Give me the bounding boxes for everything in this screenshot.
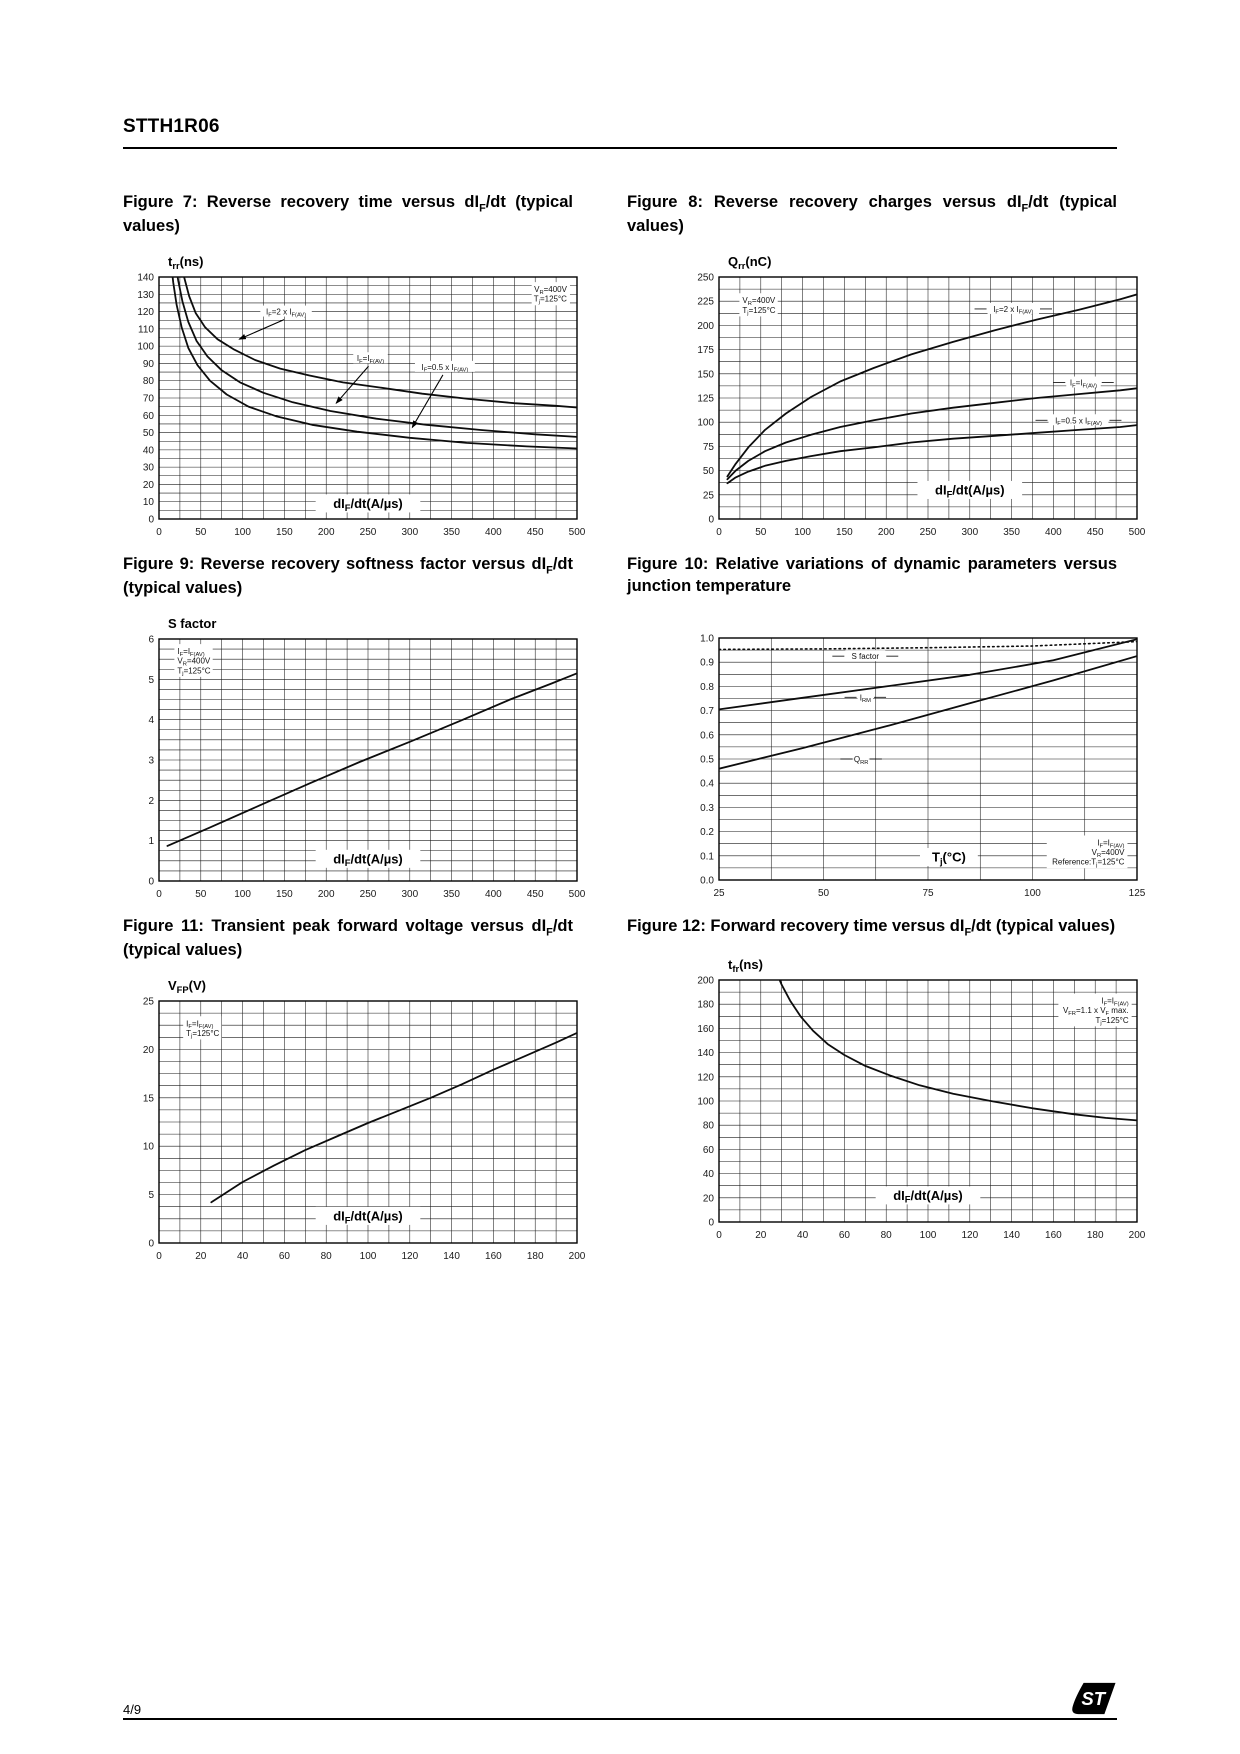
svg-text:S factor: S factor <box>851 651 880 661</box>
figure-11-title: Figure 11: Transient peak forward voltage versus $dI_F/dt$ (typical values) <box>123 917 573 959</box>
svg-text:25: 25 <box>713 887 725 899</box>
svg-text:Tj(°C): $T_j(^\circ C)$ <box>931 849 966 866</box>
svg-text:500: 500 <box>1128 527 1146 539</box>
svg-text:130: 130 <box>137 290 154 302</box>
svg-text:dIF/dt(A/µs): $dI_F/dt(A/\mu s)$ <box>935 482 1005 500</box>
svg-text:60: 60 <box>702 1144 714 1156</box>
svg-text:60: 60 <box>278 1251 290 1263</box>
svg-text:160: 160 <box>485 1251 502 1263</box>
svg-text:50: 50 <box>195 889 207 901</box>
svg-text:S factor: S factor <box>168 616 217 632</box>
figure-9 <box>123 554 586 916</box>
figure-8 <box>627 192 1146 554</box>
svg-text:5: 5 <box>148 1190 154 1202</box>
svg-text:20: 20 <box>142 1045 154 1057</box>
svg-text:Tj=125°C: $T_j=125^\circ C$ <box>177 666 211 678</box>
svg-text:350: 350 <box>1003 527 1020 539</box>
svg-text:trr(ns): $t_{rr}(ns)$ <box>168 254 204 272</box>
svg-text:500: 500 <box>568 889 586 901</box>
svg-text:0.7: 0.7 <box>700 705 714 717</box>
svg-text:70: 70 <box>142 393 154 405</box>
svg-text:100: 100 <box>697 418 714 430</box>
svg-text:400: 400 <box>485 527 502 539</box>
svg-text:150: 150 <box>276 527 293 539</box>
svg-text:50: 50 <box>195 527 207 539</box>
figure-10-title: Figure 10: Relative variations of dynamic parameters versus junction temperature <box>627 555 1117 595</box>
svg-text:0: 0 <box>148 514 154 526</box>
svg-text:0.9: 0.9 <box>700 657 714 669</box>
svg-text:10: 10 <box>142 1142 154 1154</box>
svg-text:350: 350 <box>443 527 460 539</box>
svg-text:100: 100 <box>137 342 154 354</box>
figures-grid <box>123 192 1146 1278</box>
figure-11 <box>123 916 586 1278</box>
svg-text:200: 200 <box>568 1251 586 1263</box>
svg-text:110: 110 <box>138 324 154 336</box>
svg-text:200: 200 <box>697 321 714 333</box>
svg-text:IF=IF(AV): $I_F=I_{F(AV)}$ <box>186 1019 214 1031</box>
st-logo-text: ST <box>1081 1688 1106 1710</box>
svg-text:VR=400V: $V_R=400V$ <box>177 657 211 668</box>
svg-text:100: 100 <box>1024 887 1041 899</box>
svg-text:150: 150 <box>697 369 714 381</box>
svg-text:50: 50 <box>817 887 830 899</box>
svg-text:Tj=125°C: $T_j=125^\circ C$ <box>533 295 567 306</box>
svg-text:IF=IF(AV): $I_F=I_{F(AV)}$ <box>1101 996 1129 1008</box>
figure-12-chart <box>683 954 1146 1251</box>
svg-text:200: 200 <box>317 889 335 901</box>
svg-text:VFR=1.1 x VF max.: $V_{FR}=1.1$ x $V_F$ max. <box>1062 1005 1129 1017</box>
svg-text:40: 40 <box>142 445 154 457</box>
svg-text:450: 450 <box>1086 527 1104 539</box>
svg-text:50: 50 <box>702 466 714 478</box>
figure-12-title: Figure 12: Forward recovery time versus $dI_F/dt$ (typical values) <box>627 917 1116 939</box>
svg-text:IRM: $I_{RM}$ <box>859 692 871 704</box>
svg-text:100: 100 <box>234 527 251 539</box>
svg-text:300: 300 <box>961 527 979 539</box>
page-header <box>123 116 1117 149</box>
figure-10 <box>627 554 1146 916</box>
svg-text:Tj=125°C: $T_j=125^\circ C$ <box>186 1029 220 1041</box>
svg-text:140: 140 <box>1003 1229 1020 1241</box>
svg-text:40: 40 <box>702 1168 714 1180</box>
svg-text:6: 6 <box>148 634 154 646</box>
st-logo <box>1071 1681 1117 1716</box>
figure-7-title: Figure 7: Reverse recovery time versus $dI_F/dt$ (typical values) <box>123 193 573 235</box>
svg-text:75: 75 <box>702 442 714 454</box>
figure-10-chart <box>683 612 1146 909</box>
svg-text:200: 200 <box>1128 1229 1146 1241</box>
svg-text:VFP(V): $V_{FP}(V)$ <box>168 978 206 996</box>
svg-text:0: 0 <box>156 527 162 539</box>
svg-text:140: 140 <box>137 272 154 284</box>
svg-text:20: 20 <box>702 1192 714 1204</box>
svg-text:dIF/dt(A/µs): $dI_F/dt(A/\mu s)$ <box>333 496 403 514</box>
svg-text:140: 140 <box>697 1047 714 1059</box>
svg-text:0.6: 0.6 <box>700 729 714 741</box>
svg-text:VR=400V: $V_R=400V$ <box>742 296 776 308</box>
svg-text:150: 150 <box>836 527 853 539</box>
svg-text:25: 25 <box>702 490 714 502</box>
svg-text:Tj=125°C: $T_j=125^\circ C$ <box>742 306 776 318</box>
svg-text:250: 250 <box>919 527 937 539</box>
svg-text:50: 50 <box>142 428 154 440</box>
svg-text:4: 4 <box>148 715 154 727</box>
svg-text:500: 500 <box>568 527 586 539</box>
svg-text:IF=IF(AV): $I_F=I_{F(AV)}$ <box>177 647 205 659</box>
svg-text:120: 120 <box>137 307 154 319</box>
svg-text:Tj=125°C: $T_j=125^\circ C$ <box>1095 1015 1129 1027</box>
svg-text:dIF/dt(A/µs): $dI_F/dt(A/\mu s)$ <box>893 1187 963 1205</box>
svg-text:120: 120 <box>961 1229 979 1241</box>
svg-text:0: 0 <box>708 1217 714 1229</box>
svg-text:IF=0.5 x IF(AV): $I_F=0.5$ x $I_{F(AV)}$ <box>421 363 469 375</box>
svg-text:400: 400 <box>1045 527 1062 539</box>
svg-text:0: 0 <box>716 1229 722 1241</box>
page-number: 4/9 <box>123 1702 142 1717</box>
svg-text:180: 180 <box>526 1251 544 1263</box>
figure-7 <box>123 192 586 554</box>
svg-text:75: 75 <box>922 887 934 899</box>
svg-text:300: 300 <box>401 527 419 539</box>
svg-text:dIF/dt(A/µs): $dI_F/dt(A/\mu s)$ <box>333 851 403 869</box>
svg-text:450: 450 <box>526 889 544 901</box>
svg-text:100: 100 <box>234 889 251 901</box>
figure-8-chart <box>683 251 1146 548</box>
svg-text:10: 10 <box>142 497 154 509</box>
svg-text:IF=IF(AV): $I_F=I_{F(AV)}$ <box>1097 838 1125 849</box>
svg-text:20: 20 <box>195 1251 207 1263</box>
svg-text:125: 125 <box>697 393 714 405</box>
svg-text:140: 140 <box>443 1251 460 1263</box>
svg-text:IF=IF(AV): $I_F=I_{F(AV)}$ <box>1069 378 1098 390</box>
svg-text:IF=2 x IF(AV): $I_F=2$ x $I_{F(AV)}$ <box>993 305 1034 317</box>
svg-text:3: 3 <box>148 755 154 767</box>
svg-text:150: 150 <box>276 889 293 901</box>
svg-text:50: 50 <box>755 527 767 539</box>
svg-text:90: 90 <box>142 359 154 371</box>
svg-text:25: 25 <box>142 996 154 1008</box>
svg-text:Qrr(nC): $Q_{rr}(nC)$ <box>728 254 772 272</box>
svg-text:0: 0 <box>148 1238 154 1250</box>
svg-text:IF=0.5 x IF(AV): $I_F=0.5$ x $I_{F(AV)}$ <box>1055 416 1102 428</box>
svg-text:450: 450 <box>526 527 544 539</box>
svg-text:300: 300 <box>401 889 419 901</box>
svg-text:Reference:Tj=125°C: $Reference:T_j=125^\circ C$ <box>1052 857 1125 868</box>
svg-text:250: 250 <box>697 272 714 284</box>
svg-text:40: 40 <box>237 1251 249 1263</box>
svg-text:0: 0 <box>716 527 722 539</box>
figure-7-chart <box>123 251 586 548</box>
figure-11-chart <box>123 975 586 1272</box>
svg-text:250: 250 <box>359 889 377 901</box>
svg-text:0.4: 0.4 <box>700 778 714 790</box>
svg-text:160: 160 <box>697 1023 714 1035</box>
svg-text:VR=400V: $V_R=400V$ <box>534 285 567 297</box>
svg-text:0: 0 <box>156 1251 162 1263</box>
svg-text:IF=IF(AV): $I_F=I_{F(AV)}$ <box>356 354 385 366</box>
figure-9-chart <box>123 613 586 910</box>
svg-text:250: 250 <box>359 527 377 539</box>
svg-text:0.5: 0.5 <box>700 754 714 766</box>
svg-text:0.1: 0.1 <box>700 850 714 862</box>
svg-text:20: 20 <box>142 480 154 492</box>
svg-text:0.8: 0.8 <box>700 681 714 693</box>
svg-text:30: 30 <box>142 463 154 475</box>
svg-text:2: 2 <box>148 796 154 808</box>
svg-text:180: 180 <box>697 999 714 1011</box>
svg-text:80: 80 <box>320 1251 332 1263</box>
svg-text:120: 120 <box>697 1071 714 1083</box>
svg-text:100: 100 <box>794 527 811 539</box>
svg-text:IF=2 x IF(AV): $I_F=2$ x $I_{F(AV)}$ <box>266 308 307 319</box>
svg-text:80: 80 <box>702 1120 714 1132</box>
svg-text:QRR: $Q_{RR}$ <box>853 754 869 766</box>
svg-text:VR=400V: $V_R=400V$ <box>1091 847 1125 859</box>
svg-text:200: 200 <box>317 527 335 539</box>
svg-text:1.0: 1.0 <box>700 633 714 645</box>
svg-text:80: 80 <box>142 376 154 388</box>
svg-text:0: 0 <box>156 889 162 901</box>
svg-text:0: 0 <box>148 876 154 888</box>
svg-text:100: 100 <box>359 1251 377 1263</box>
page-footer <box>123 1672 1117 1720</box>
svg-text:0.2: 0.2 <box>700 826 714 838</box>
svg-text:200: 200 <box>697 975 714 987</box>
svg-text:175: 175 <box>697 345 714 357</box>
svg-text:180: 180 <box>1086 1229 1104 1241</box>
svg-text:120: 120 <box>401 1251 419 1263</box>
svg-text:225: 225 <box>697 297 714 309</box>
svg-text:60: 60 <box>838 1229 850 1241</box>
figure-8-title: Figure 8: Reverse recovery charges versus $dI_F/dt$ (typical values) <box>627 193 1117 235</box>
svg-text:100: 100 <box>697 1096 714 1108</box>
svg-text:100: 100 <box>919 1229 937 1241</box>
svg-text:200: 200 <box>877 527 895 539</box>
svg-text:0.3: 0.3 <box>700 802 714 814</box>
svg-text:400: 400 <box>485 889 502 901</box>
svg-text:80: 80 <box>880 1229 892 1241</box>
svg-text:1: 1 <box>148 836 154 848</box>
svg-text:350: 350 <box>443 889 460 901</box>
svg-text:15: 15 <box>142 1093 154 1105</box>
svg-text:40: 40 <box>797 1229 809 1241</box>
svg-text:tfr(ns): $t_{fr}(ns)$ <box>728 956 763 974</box>
product-title: STTH1R06 <box>123 116 220 137</box>
figure-12 <box>627 916 1146 1278</box>
svg-text:160: 160 <box>1045 1229 1062 1241</box>
svg-text:20: 20 <box>755 1229 767 1241</box>
svg-text:5: 5 <box>148 675 154 687</box>
figure-9-title: Figure 9: Reverse recovery softness factor versus $dI_F/dt$ (typical values) <box>123 555 573 597</box>
svg-text:0: 0 <box>708 514 714 526</box>
svg-text:0.0: 0.0 <box>700 875 714 887</box>
svg-text:60: 60 <box>142 411 154 423</box>
svg-text:dIF/dt(A/µs): $dI_F/dt(A/\mu s)$ <box>333 1208 403 1226</box>
svg-text:125: 125 <box>1128 887 1146 899</box>
